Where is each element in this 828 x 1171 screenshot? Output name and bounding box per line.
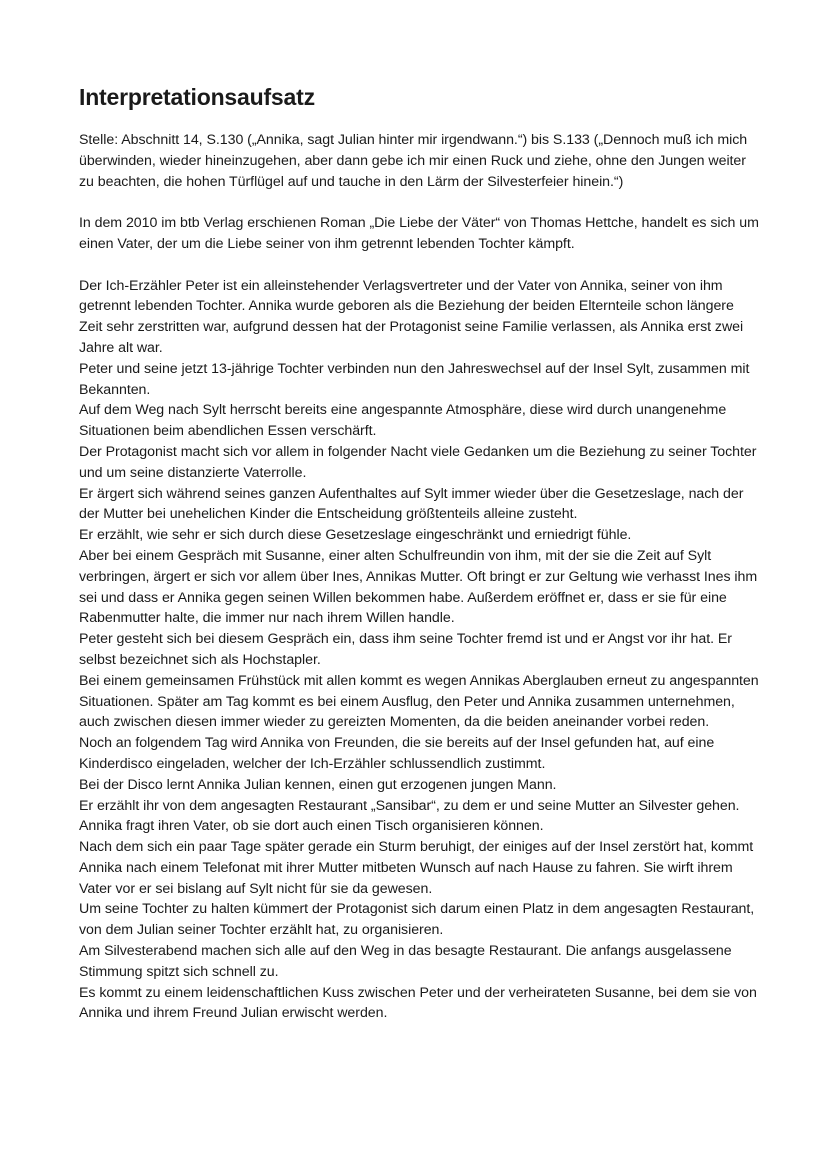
summary-paragraph: Auf dem Weg nach Sylt herrscht bereits eine angespannte Atmosphäre, diese wird durch unangenehme Situationen beim abendlichen Essen verschärft. — [79, 402, 727, 440]
document-page — [79, 83, 759, 1024]
summary-paragraph: Der Ich-Erzähler Peter ist ein alleinstehender Verlagsvertreter und der Vater von Annika, seiner von ihm getrennt lebenden Tochter. Annika wurde geboren als die Beziehung der beiden Elternteile schon längere Zeit sehr zerstritten war, aufgrund dessen hat der Protagonist seine Familie verlassen, als Annika erst zwei Jahre alt war. — [79, 277, 744, 356]
intro-paragraph: In dem 2010 im btb Verlag erschienen Roman „Die Liebe der Väter“ von Thomas Hettche, handelt es sich um einen Vater, der um die Liebe seiner von ihm getrennt lebenden Tochter kämpft. — [79, 215, 759, 252]
summary-paragraph: Noch an folgendem Tag wird Annika von Freunden, die sie bereits auf der Insel gefunden hat, auf eine Kinderdisco eingeladen, welcher der Ich-Erzähler schlussendlich zustimmt. — [79, 735, 715, 772]
summary-paragraph: Bei der Disco lernt Annika Julian kennen, einen gut erzogenen jungen Mann. — [79, 776, 557, 793]
summary-paragraph: Er ärgert sich während seines ganzen Aufenthaltes auf Sylt immer wieder über die Gesetzeslage, nach der der Mutter bei unehelichen Kinder die Entscheidung größtenteils alleine zusteht. — [79, 485, 744, 523]
summary-section — [79, 276, 759, 1025]
summary-paragraph: Aber bei einem Gespräch mit Susanne, einer alten Schulfreundin von ihm, mit der sie die Zeit auf Sylt verbringen, ärgert er sich vor allem über Ines, Annikas Mutter. Oft bringt er zur Geltung wie verhasst Ines ihm sei und dass er Annika gegen seinen Willen bekommen habe. Außerdem eröffnet er, dass er sie für eine Rabenmutter halte, die immer nur nach ihrem Willen handle. — [79, 547, 758, 627]
summary-paragraph: Peter gesteht sich bei diesem Gespräch ein, dass ihm seine Tochter fremd ist und er Angst vor ihr hat. Er selbst bezeichnet sich als Hochstapler. — [79, 631, 732, 668]
summary-paragraph: Peter und seine jetzt 13-jährige Tochter verbinden nun den Jahreswechsel auf der Insel Sylt, zusammen mit Bekannten. — [79, 360, 750, 398]
paragraph-gap — [79, 255, 759, 276]
paragraph-gap — [79, 192, 759, 213]
summary-paragraph: Bei einem gemeinsamen Frühstück mit allen kommt es wegen Annikas Aberglauben erneut zu angespannten Situationen. Später am Tag kommt es bei einem Ausflug, den Peter und Annika zusammen unternehmen, auch zwischen diesen immer wieder zu gereizten Momenten, da die beiden aneinander vorbei reden. — [79, 672, 759, 731]
summary-paragraph: Er erzählt ihr von dem angesagten Restaurant „Sansibar“, zu dem er und seine Mutter an Silvester gehen. Annika fragt ihren Vater, ob sie dort auch einen Tisch organisieren können. — [79, 797, 740, 835]
summary-paragraph: Am Silvesterabend machen sich alle auf den Weg in das besagte Restaurant. Die anfangs ausgelassene Stimmung spitzt sich schnell zu. — [79, 943, 732, 980]
stelle-paragraph: Stelle: Abschnitt 14, S.130 („Annika, sagt Julian hinter mir irgendwann.“) bis S.133 („Dennoch muß ich mich überwinden, wieder hineinzugehen, aber dann gebe ich mir einen Ruck und ziehe, ohne den Jungen weiter zu beachten, die hohen Türflügel auf und tauche in den Lärm der Silvesterfeier hinein.“) — [79, 132, 748, 190]
summary-paragraph: Der Protagonist macht sich vor allem in folgender Nacht viele Gedanken um die Beziehung zu seiner Tochter und um seine distanzierte Vaterrolle. — [79, 443, 757, 481]
summary-paragraph: Er erzählt, wie sehr er sich durch diese Gesetzeslage eingeschränkt und erniedrigt fühle. — [79, 527, 632, 544]
summary-paragraph: Um seine Tochter zu halten kümmert der Protagonist sich darum einen Platz in dem angesagten Restaurant, von dem Julian seiner Tochter erzählt hat, zu organisieren. — [79, 901, 755, 939]
document-title: Interpretationsaufsatz — [79, 84, 315, 110]
summary-paragraph: Es kommt zu einem leidenschaftlichen Kuss zwischen Peter und der verheirateten Susanne, bei dem sie von Annika und ihrem Freund Julian erwischt werden. — [79, 984, 757, 1022]
summary-paragraph: Nach dem sich ein paar Tage später gerade ein Sturm beruhigt, der einiges auf der Insel zerstört hat, kommt Annika nach einem Telefonat mit ihrer Mutter mitbeten Wunsch auf nach Hause zu fahren. Sie wirft ihrem Vater vor er sei bislang auf Sylt nicht für sie da gewesen. — [79, 839, 754, 897]
